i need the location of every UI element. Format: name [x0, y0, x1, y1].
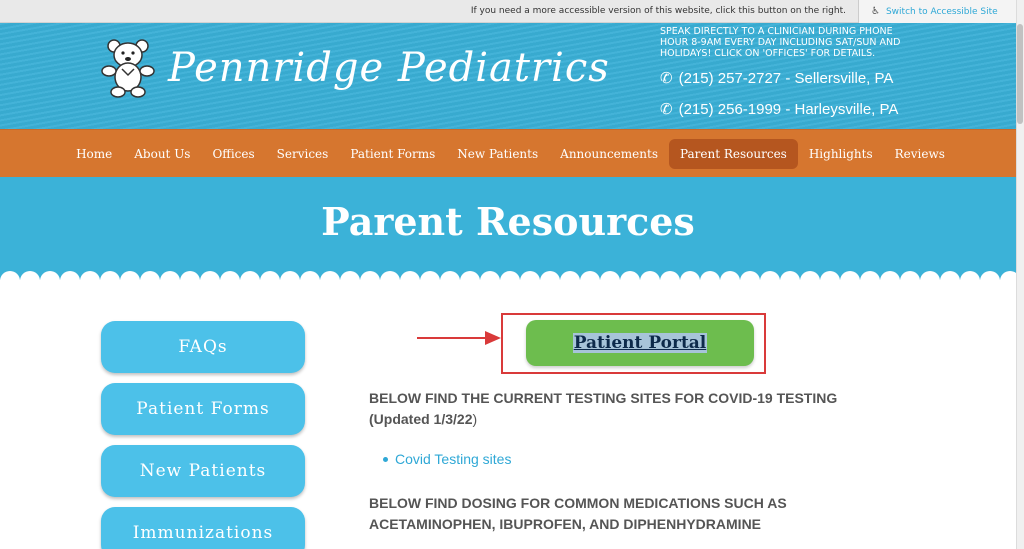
phone-hour-notice: SPEAK DIRECTLY TO A CLINICIAN DURING PHONE HOUR 8-9AM EVERY DAY INCLUDING SAT/SUN AND HOLIDAYS! CLICK ON 'OFFICES' FOR DETAILS. [660, 26, 901, 59]
sidebar-item-faqs[interactable]: FAQs [101, 321, 305, 373]
red-arrow-icon [415, 329, 505, 347]
main-nav [0, 129, 1016, 177]
dosing-heading-line-1: BELOW FIND DOSING FOR COMMON MEDICATIONS SUCH AS [369, 495, 787, 511]
phone-harleysville-text: (215) 256-1999 - Harleysville, PA [678, 100, 899, 118]
nav-item-highlights[interactable]: Highlights [808, 146, 873, 161]
nav-item-announcements[interactable]: Announcements [560, 146, 658, 161]
phone-sellersville-text: (215) 257-2727 - Sellersville, PA [678, 69, 894, 87]
patient-portal-button[interactable] [526, 320, 754, 366]
list-item [383, 451, 511, 467]
sidebar-item-patient-forms[interactable]: Patient Forms [101, 383, 305, 435]
scrollbar[interactable] [1016, 0, 1024, 549]
page-title: Parent Resources [321, 199, 695, 244]
switch-accessible-label: Switch to Accessible Site [885, 6, 998, 17]
patient-portal-label: Patient Portal [573, 333, 707, 353]
logo-text: Pennridge Pediatrics [168, 45, 610, 91]
dosing-heading [369, 493, 869, 535]
phone-icon: ✆ [660, 101, 673, 118]
nav-item-services[interactable]: Services [276, 146, 329, 161]
accessibility-notice: If you need a more accessible version of this website, click this button on the right. [470, 6, 846, 16]
wheelchair-icon: ♿ [871, 6, 880, 17]
nav-item-offices[interactable]: Offices [212, 146, 255, 161]
nav-item-about-us[interactable]: About Us [134, 146, 191, 161]
scrollbar-thumb[interactable] [1017, 24, 1023, 124]
sidebar-item-new-patients[interactable]: New Patients [101, 445, 305, 497]
phone-harleysville[interactable] [660, 100, 898, 118]
teddy-bear-icon [100, 37, 156, 99]
page-banner [0, 177, 1016, 280]
nav-item-reviews[interactable]: Reviews [894, 146, 945, 161]
covid-testing-link[interactable]: Covid Testing sites [395, 451, 512, 467]
nav-item-home[interactable]: Home [76, 146, 113, 161]
covid-heading-text: BELOW FIND THE CURRENT TESTING SITES FOR COVID-19 TESTING [369, 390, 838, 406]
phone-sellersville[interactable] [660, 69, 893, 87]
sidebar-item-immunizations[interactable]: Immunizations [101, 507, 305, 549]
covid-heading [369, 388, 869, 430]
covid-updated-paren: ) [472, 411, 478, 427]
nav-item-new-patients[interactable]: New Patients [457, 146, 539, 161]
phone-icon: ✆ [660, 70, 673, 87]
covid-updated: (Updated 1/3/22 [369, 411, 473, 427]
bullet-icon [383, 457, 388, 462]
accessibility-bar [0, 0, 1016, 23]
site-logo[interactable] [100, 37, 610, 99]
dosing-heading-line-2: ACETAMINOPHEN, IBUPROFEN, AND DIPHENHYDRAMINE [369, 516, 762, 532]
nav-item-patient-forms[interactable]: Patient Forms [350, 146, 436, 161]
switch-accessible-button[interactable] [858, 0, 1016, 23]
scallop-edge [0, 267, 1016, 281]
nav-item-parent-resources[interactable]: Parent Resources [669, 139, 798, 169]
site-header [0, 23, 1016, 129]
